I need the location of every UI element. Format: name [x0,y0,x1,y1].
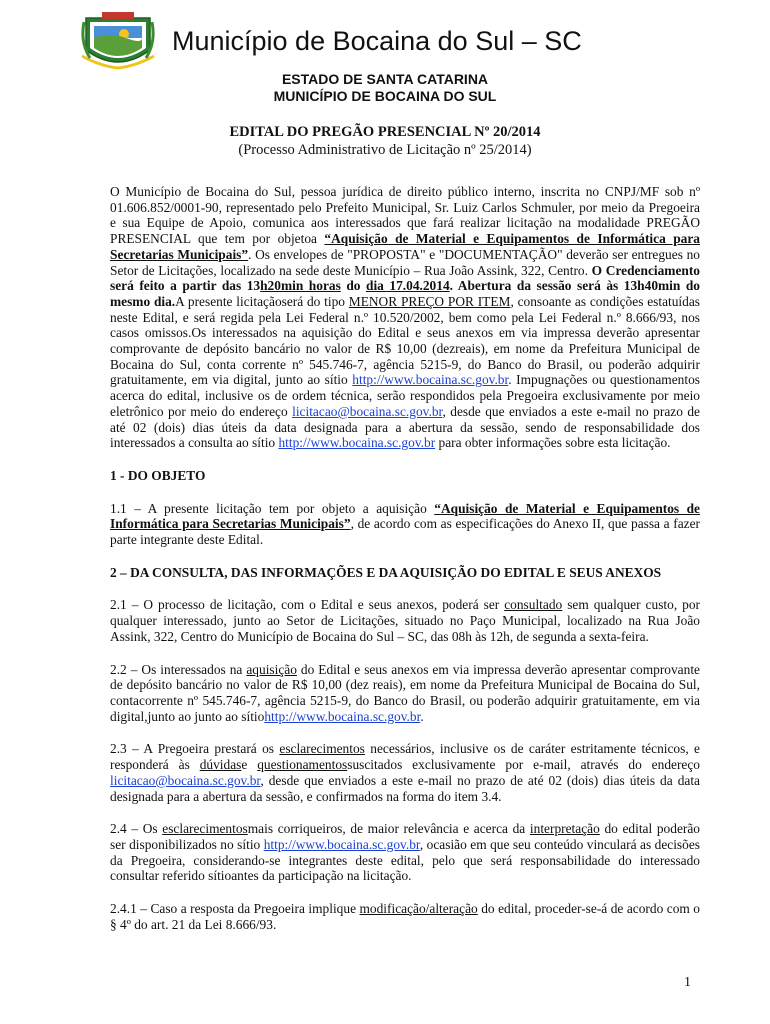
paragraph-2-2: 2.2 – Os interessados na aquisição do Edital e seus anexos em via impressa deverão apresentar comprovante de depósito bancário no valor de R$ 10,00 (dez reais), em nome da Prefeitura Municipal de Bocaina do Sul, contacorrente nº 545.746-7, agência 5215-9, do Banco do Brasil, ou poderão adquirir gratuitamente, em via digital,junto ao junto ao sítiohttp://www.bocaina.sc.gov.br. [110,661,700,724]
process-number: (Processo Administrativo de Licitação nº 25/2014) [238,142,532,158]
state-line: ESTADO DE SANTA CATARINA [281,71,489,87]
site-link[interactable]: http://www.bocaina.sc.gov.br [278,435,436,451]
page-title: Município de Bocaina do Sul – SC [172,26,582,56]
edital-title: EDITAL DO PREGÃO PRESENCIAL Nº 20/2014 [229,124,541,140]
intro-paragraph: O Município de Bocaina do Sul, pessoa jurídica de direito público interno, inscrita no CNPJ/MF sob nº 01.606.852/0001-90, representado pelo Prefeito Municipal, Sr. Luiz Carlos Schmuler, por meio da Pregoeira e sua Equipe de Apoio, comunica aos interessados que fará realizar licitação na modalidade PREGÃO PRESENCIAL que tem por objetoa “Aquisição de Material e Equipamentos de Informática para Secretarias Municipais”. Os envelopes de "PROPOSTA" e "DOCUMENTAÇÃO" deverão ser entregues no Setor de Licitações, localizado na sede deste Município – Rua João Assink, 322, Centro. O Credenciamento será feito a partir das 13h20min horas do dia 17.04.2014. Abertura da sessão será às 13h40min do mesmo dia.A presente licitaçãoserá do tipo MENOR PREÇO POR ITEM, consoante as condições estatuídas neste Edital, e será regida pela Lei Federal n.º 10.520/2002, bem como pela Lei Federal n.º 8.666/93, nos casos omissos.Os interessados na aquisição do Edital e seus anexos em via impressa deverão apresentar comprovante de depósito bancário no valor de R$ 10,00 (dezreais), em nome da Prefeitura Municipal de Bocaina do Sul, conta corrente nº 545.746-7, agência 5215-9, do Banco do Brasil, ou poderão adquirir gratuitamente, em via digital, junto ao sítio http://www.bocaina.sc.gov.br. Impugnações ou questionamentos acerca do edital, inclusive os de ordem técnica, serão respondidos pela Pregoeira exclusivamente por meio eletrônico por meio do endereço licitacao@bocaina.sc.gov.br, desde que enviados a este e-mail no prazo de até 02 (dois) dias úteis da data designada para a abertura da sessão, sendo de responsabilidade dos interessados a consulta ao sítio http://www.bocaina.sc.gov.br para obter informações sobre esta licitação. [110,184,701,451]
municipal-crest-icon [80,12,156,70]
paragraph-2-1: 2.1 – O processo de licitação, com o Edital e seus anexos, poderá ser consultado sem qualquer custo, por qualquer interessado, junto ao Setor de Licitações, situado no Paço Municipal, localizado na Rua João Assink, 322, Centro do Município de Bocaina do Sul – SC, das 08h às 12h, de segunda a sexta-feira. [110,597,700,644]
email-link[interactable]: licitacao@bocaina.sc.gov.br [292,403,443,419]
section-heading: 1 - DO OBJETO [110,467,206,483]
municipality-line: MUNICÍPIO DE BOCAINA DO SUL [273,88,497,104]
paragraph-1-1: 1.1 – A presente licitação tem por objeto a aquisição “Aquisição de Material e Equipamentos de Informática para Secretarias Municipais”, de acordo com as especificações do Anexo II, que passa a fazer parte integrante deste Edital. [110,500,701,548]
site-link[interactable]: http://www.bocaina.sc.gov.br [263,836,420,852]
paragraph-2-3: 2.3 – A Pregoeira prestará os esclarecimentos necessários, inclusive os de caráter estritamente técnicos, e responderá às dúvidase questionamentossuscitados exclusivamente por e-mail, através do endereço licitacao@bocaina.sc.gov.br, desde que enviados a este e-mail no prazo de até 02 (dois) dias úteis da data designada para a abertura da sessão, e confirmados na forma do item 3.4. [110,741,701,804]
object-title: “Aquisição de Material e Equipamentos de Informática para Secretarias Municipais” [110,231,701,262]
page-header [80,8,700,68]
tipo-licitacao: MENOR PREÇO POR ITEM [348,293,511,309]
section-heading: 2 – DA CONSULTA, DAS INFORMAÇÕES E DA AQUISIÇÃO DO EDITAL E SEUS ANEXOS [110,564,662,580]
paragraph-2-4-1: 2.4.1 – Caso a resposta da Pregoeira implique modificação/alteração do edital, proceder-se-á de acordo com o § 4º do art. 21 da Lei 8.666/93. [110,901,700,932]
site-link[interactable]: http://www.bocaina.sc.gov.br [352,372,509,388]
credenciamento-text: O Credenciamento será feito a partir das 13h20min horas do dia 17.04.2014. Abertura da sessão será às 13h40min do mesmo dia. [110,262,701,309]
state-heading [0,71,770,105]
paragraph-2-4: 2.4 – Os esclarecimentosmais corriqueiros, de maior relevância e acerca da interpretação do edital poderão ser disponibilizados no sítio http://www.bocaina.sc.gov.br, ocasião em que seu conteúdo vinculará as decisões da Pregoeira, considerando-se integrantes deste edital, pelo que será responsabilidade do interessado consultar referido sítioantes da participação na licitação. [110,821,700,884]
site-link[interactable]: http://www.bocaina.sc.gov.br [264,708,421,724]
page-number: 1 [684,975,691,990]
email-link[interactable]: licitacao@bocaina.sc.gov.br [110,772,261,788]
document-body [110,184,700,949]
